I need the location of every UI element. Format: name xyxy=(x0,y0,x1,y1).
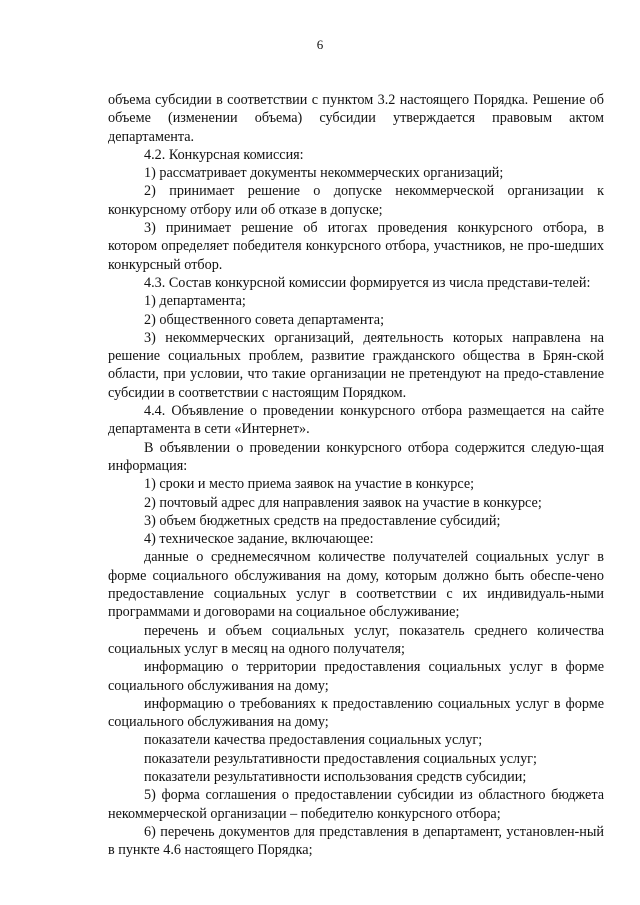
paragraph: 6) перечень документов для представления в департамент, установлен-ный в пункте 4.6 настоящего Порядка; xyxy=(108,823,604,859)
paragraph: показатели результативности использования средств субсидии; xyxy=(144,768,527,785)
paragraph: В объявлении о проведении конкурсного отбора содержится следую-щая информация: xyxy=(108,439,604,474)
paragraph: 4.3. Состав конкурсной комиссии формируется из числа представи-телей: xyxy=(144,274,591,291)
paragraph: 1) сроки и место приема заявок на участие в конкурсе; xyxy=(144,476,475,493)
paragraph: объема субсидии в соответствии с пунктом 3.2 настоящего Порядка. Решение об объеме (изменении объема) субсидии утверждается правовым актом департамента. xyxy=(108,92,604,145)
paragraph: 4.2. Конкурсная комиссия: xyxy=(144,146,304,163)
paragraph: 2) принимает решение о допуске некоммерческой организации к конкурсному отбору или об отказе в допуске; xyxy=(108,183,604,218)
paragraph: 5) форма соглашения о предоставлении субсидии из областного бюджета некоммерческой организации – победителю конкурсного отбора; xyxy=(108,787,604,822)
page-number: 6 xyxy=(316,37,324,52)
paragraph: показатели результативности предоставления социальных услуг; xyxy=(144,750,537,767)
paragraph: 1) департамента; xyxy=(144,293,246,310)
paragraph: 4.4. Объявление о проведении конкурсного отбора размещается на сайте департамента в сети «Интернет». xyxy=(108,403,604,438)
paragraph: 2) почтовый адрес для направления заявок на участие в конкурсе; xyxy=(144,494,542,511)
paragraph: перечень и объем социальных услуг, показатель среднего количества социальных услуг в месяц на одного получателя; xyxy=(108,622,604,657)
paragraph: информацию о территории предоставления социальных услуг в форме социального обслуживания на дому; xyxy=(108,659,604,694)
paragraph: информацию о требованиях к предоставлению социальных услуг в форме социального обслуживания на дому; xyxy=(108,695,604,731)
paragraph: 3) некоммерческих организаций, деятельность которых направлена на решение социальных проблем, развитие гражданского общества в Брян-ской области, при условии, что такие организации не претендуют на предо-ставление субсидии в соответствии с настоящим Порядком. xyxy=(108,329,604,401)
paragraph: 1) рассматривает документы некоммерческих организаций; xyxy=(144,165,504,182)
document-body xyxy=(108,91,604,859)
paragraph: 3) объем бюджетных средств на предоставление субсидий; xyxy=(144,512,501,529)
paragraph: 2) общественного совета департамента; xyxy=(144,311,385,328)
paragraph: показатели качества предоставления социальных услуг; xyxy=(144,732,483,749)
paragraph: 4) техническое задание, включающее: xyxy=(144,531,374,548)
paragraph: 3) принимает решение об итогах проведения конкурсного отбора, в котором определяет победителя конкурсного отбора, участников, не про-шедших конкурсный отбор. xyxy=(108,220,604,273)
paragraph: данные о среднемесячном количестве получателей социальных услуг в форме социального обслуживания на дому, которым должно быть обеспе-чено предоставление социальных услуг в соответствии с их индивидуаль-ными программами и договорами на социальное обслуживание; xyxy=(108,549,604,621)
